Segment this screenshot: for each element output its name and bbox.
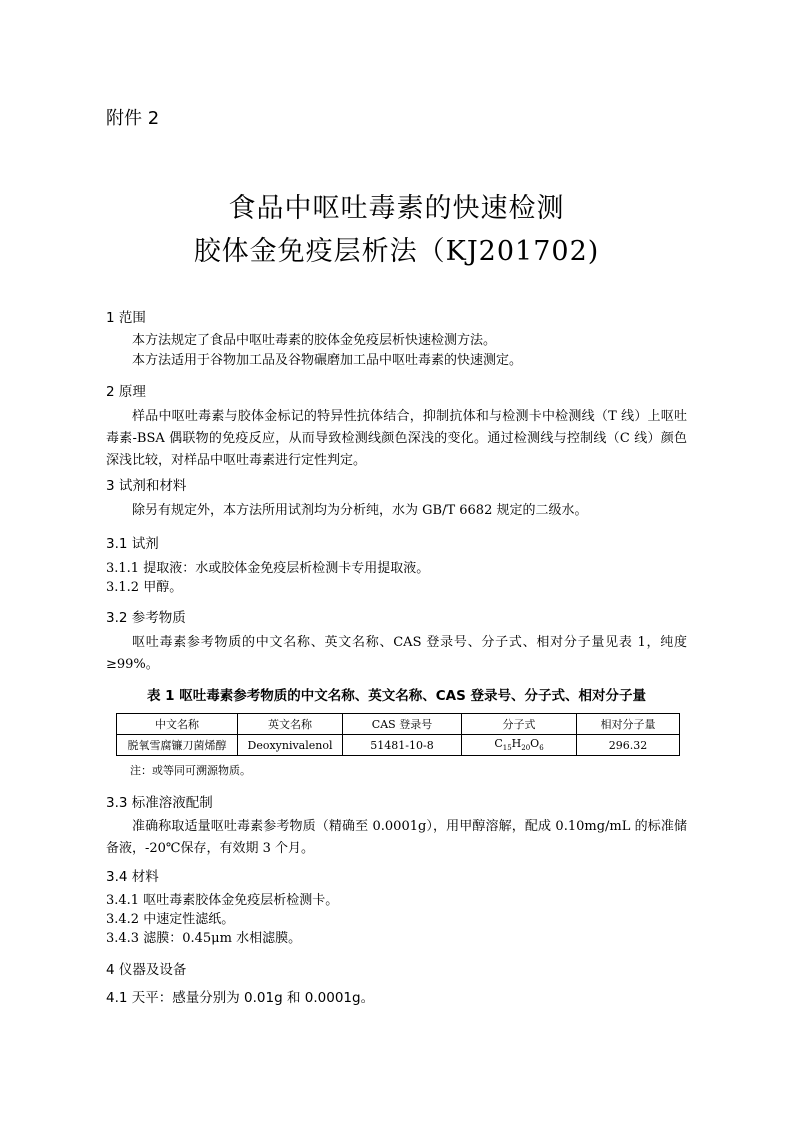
table-header-row [117,714,680,735]
reference-table [116,713,680,756]
attachment-label: 附件 2 [106,108,160,129]
section-3-1-2: 3.1.2 甲醇。 [106,580,183,595]
document-title-line1: 食品中呕吐毒素的快速检测 [228,193,565,224]
table-header-cell: 相对分子量 [577,714,680,735]
section-1-para-1: 本方法规定了食品中呕吐毒素的胶体金免疫层析快速检测方法。 [132,333,497,348]
section-3-2-para-1: 呕吐毒素参考物质的中文名称、英文名称、CAS 登录号、分子式、相对分子量见表 1，纯度≥99%。 [106,635,687,672]
cell-english-name: Deoxynivalenol [238,735,343,756]
section-3-3-heading: 3.3 标准溶液配制 [106,795,213,811]
table-note: 注：或等同可溯源物质。 [130,764,251,777]
section-1-para-2: 本方法适用于谷物加工品及谷物碾磨加工品中呕吐毒素的快速测定。 [132,353,523,368]
cell-formula: $C_{15}H_{20}O_6$ [462,735,577,756]
section-3-4-1: 3.4.1 呕吐毒素胶体金免疫层析检测卡。 [106,893,339,908]
table-header-cell: CAS 登录号 [343,714,462,735]
section-4-1-heading: 4.1 天平：感量分别为 0.01g 和 0.0001g。 [106,990,375,1006]
section-4-heading: 4 仪器及设备 [106,962,187,978]
section-3-4-3: 3.4.3 滤膜：0.45μm 水相滤膜。 [106,931,302,946]
cell-chinese-name: 脱氧雪腐镰刀菌烯醇 [117,735,238,756]
table-caption: 表 1 呕吐毒素参考物质的中文名称、英文名称、CAS 登录号、分子式、相对分子量 [146,688,647,704]
section-2-para-1: 样品中呕吐毒素与胶体金标记的特异性抗体结合，抑制抗体和与检测卡中检测线（T 线）上呕吐毒素-BSA 偶联物的免疫反应，从而导致检测线颜色深浅的变化。通过检测线与控制线（C 线）颜色深浅比较，对样品中呕吐毒素进行定性判定。 [106,409,687,468]
table-header-cell: 分子式 [462,714,577,735]
section-3-heading: 3 试剂和材料 [106,478,187,494]
section-3-1-heading: 3.1 试剂 [106,536,159,552]
table-header-cell: 中文名称 [117,714,238,735]
cell-molecular-weight: 296.32 [577,735,680,756]
section-3-4-2: 3.4.2 中速定性滤纸。 [106,912,235,927]
section-3-4-heading: 3.4 材料 [106,869,159,885]
section-3-1-1: 3.1.1 提取液：水或胶体金免疫层析检测卡专用提取液。 [106,561,430,576]
table-row [117,735,680,756]
section-3-2-heading: 3.2 参考物质 [106,610,186,626]
section-3-3-para-1: 准确称取适量呕吐毒素参考物质（精确至 0.0001g），用甲醇溶解，配成 0.10mg/mL 的标准储备液，-20℃保存，有效期 3 个月。 [106,819,687,856]
section-1-heading: 1 范围 [106,310,146,326]
document-title-line2: 胶体金免疫层析法（KJ201702) [193,236,600,267]
cell-cas-number: 51481-10-8 [343,735,462,756]
section-3-para-1: 除另有规定外，本方法所用试剂均为分析纯，水为 GB/T 6682 规定的二级水。 [132,503,588,518]
section-2-heading: 2 原理 [106,384,146,400]
table-header-cell: 英文名称 [238,714,343,735]
